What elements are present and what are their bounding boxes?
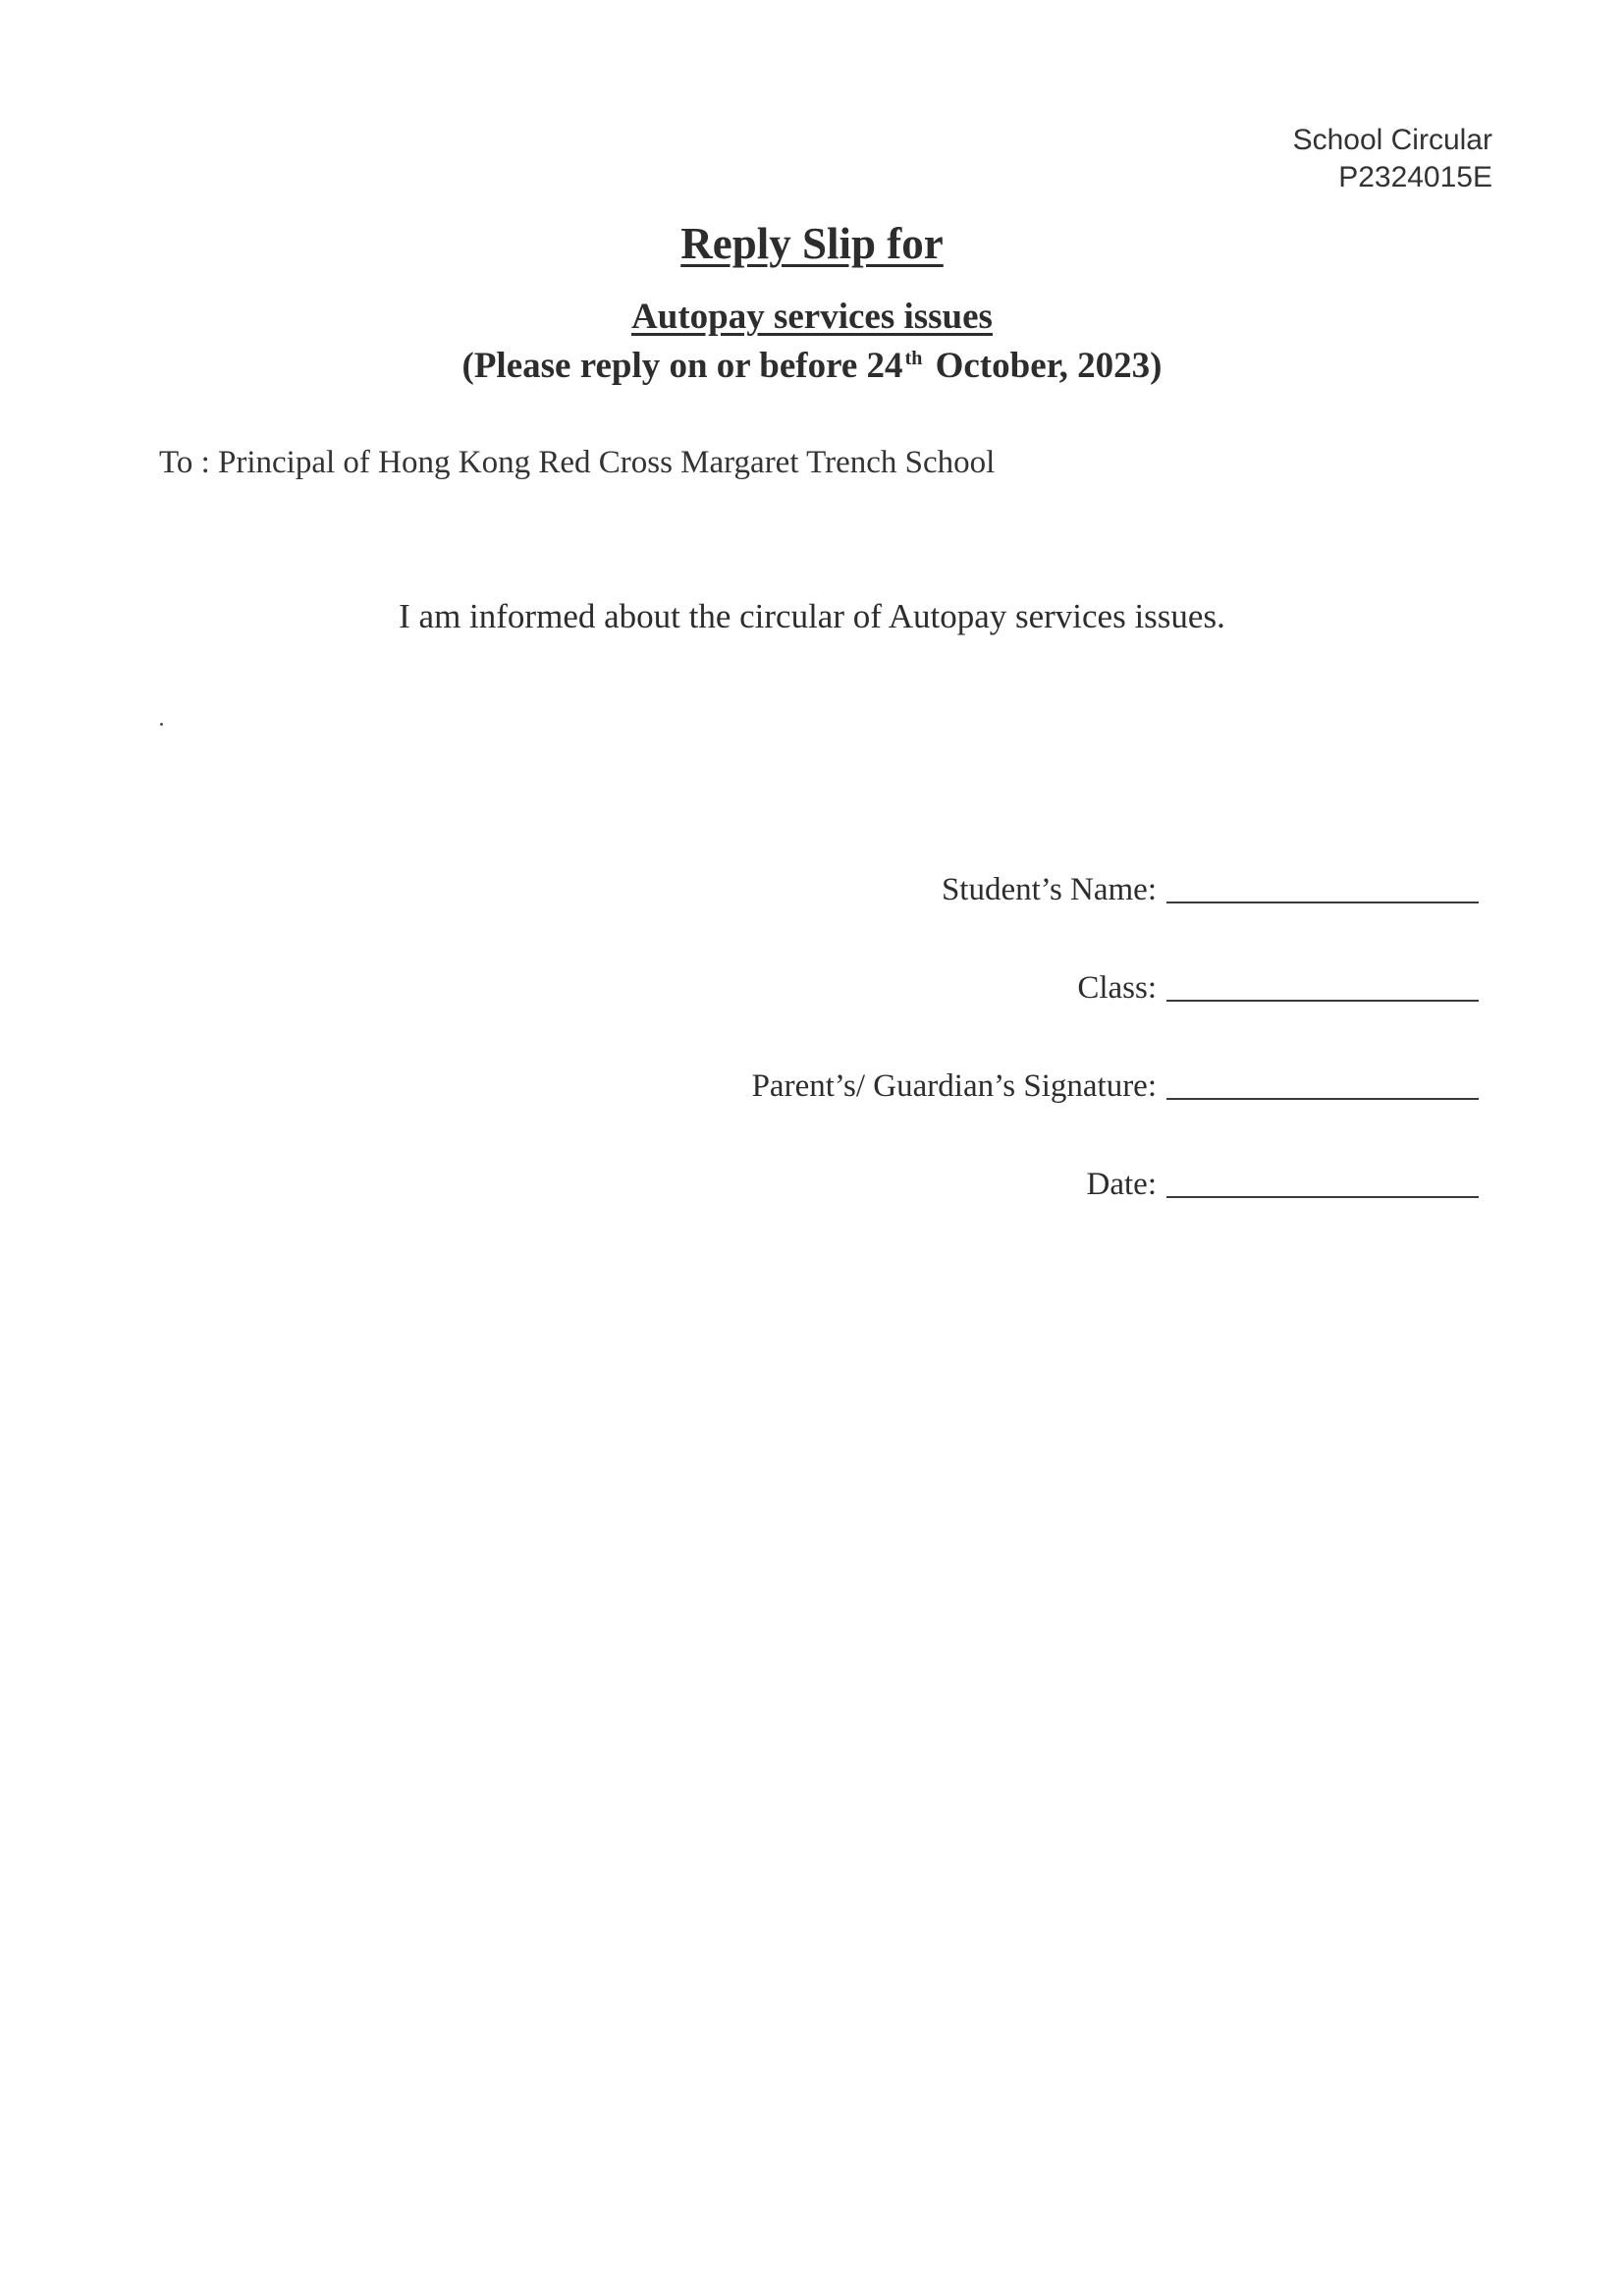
- guardian-signature-label: Parent’s/ Guardian’s Signature:: [751, 1068, 1157, 1104]
- circular-label: School Circular: [1292, 124, 1492, 156]
- recipient-line: To : Principal of Hong Kong Red Cross Margaret Trench School: [159, 445, 996, 480]
- circular-reference: [1293, 122, 1492, 196]
- student-name-label: Student’s Name:: [941, 872, 1157, 907]
- student-name-blank[interactable]: [1166, 902, 1479, 903]
- stray-dot-mark: [160, 723, 163, 726]
- deadline-suffix: October, 2023): [935, 346, 1163, 386]
- date-blank[interactable]: [1166, 1196, 1479, 1198]
- date-field: [1087, 1165, 1479, 1204]
- class-field: [1077, 968, 1479, 1008]
- class-label: Class:: [1077, 970, 1157, 1006]
- document-subtitle: Autopay services issues: [631, 297, 993, 337]
- deadline-prefix: (Please reply on or before 24: [461, 346, 903, 386]
- class-blank[interactable]: [1166, 1000, 1479, 1002]
- document-title: Reply Slip for: [680, 219, 944, 268]
- guardian-signature-blank[interactable]: [1166, 1098, 1479, 1100]
- circular-code: P2324015E: [1338, 161, 1492, 193]
- student-name-field: [942, 870, 1479, 909]
- acknowledgement-statement: I am informed about the circular of Autopay services issues.: [399, 597, 1225, 635]
- guardian-signature-field: [752, 1066, 1479, 1106]
- reply-deadline: [0, 344, 1624, 389]
- deadline-ordinal-suffix: th: [904, 347, 923, 369]
- date-label: Date:: [1086, 1167, 1157, 1202]
